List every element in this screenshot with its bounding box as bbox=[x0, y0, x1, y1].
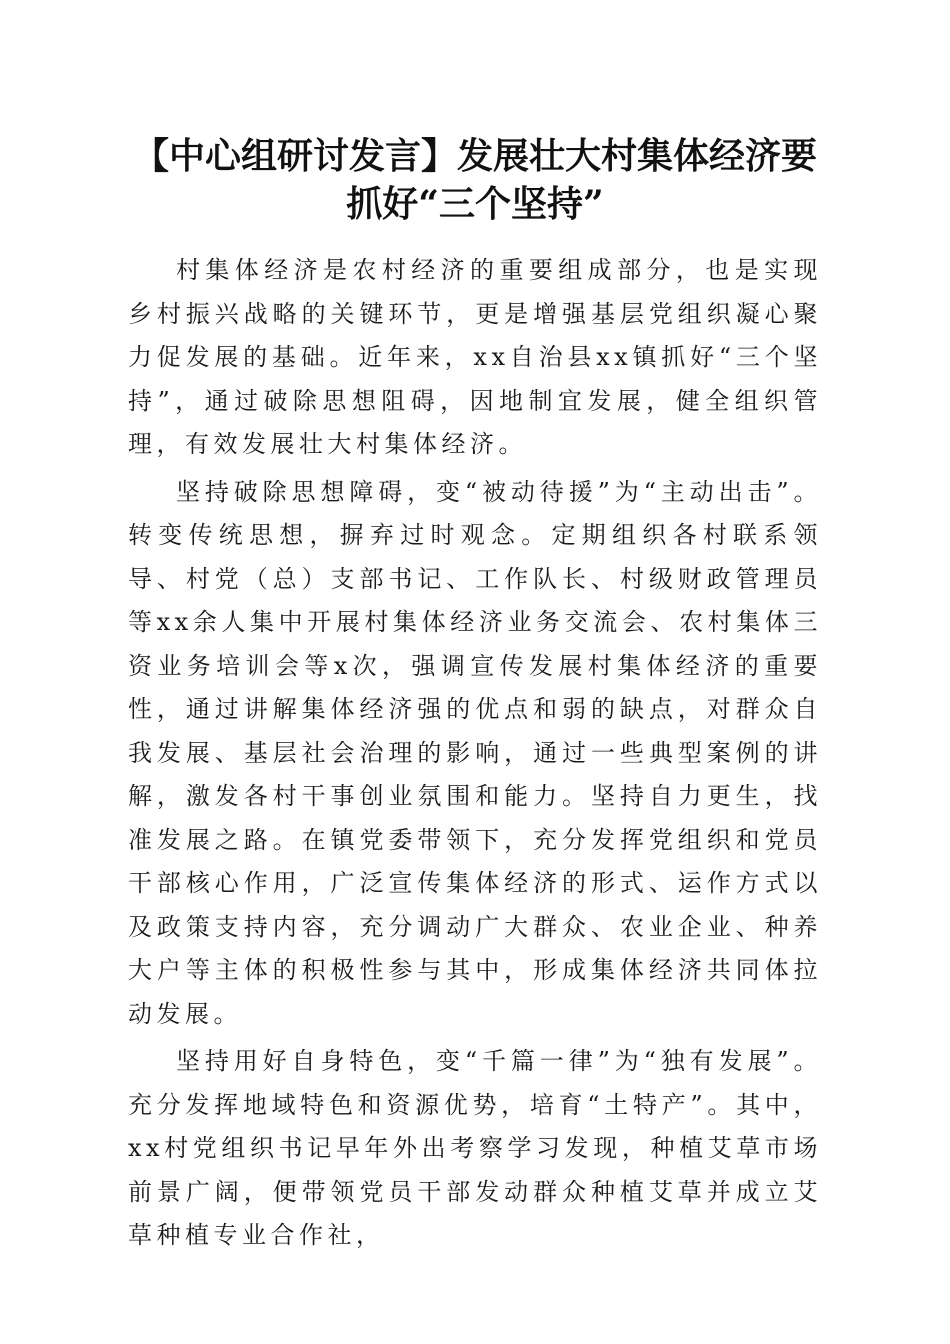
paragraph-intro: 村集体经济是农村经济的重要组成部分，也是实现乡村振兴战略的关键环节，更是增强基层党组织凝心聚力促发展的基础。近年来，xx自治县xx镇抓好“三个坚持”，通过破除思想阻碍，因地制宜发展，健全组织管理，有效发展壮大村集体经济。 bbox=[128, 256, 822, 458]
document-title: 【中心组研讨发言】发展壮大村集体经济要抓好“三个坚持” bbox=[132, 135, 817, 225]
document-body bbox=[128, 249, 822, 1262]
paragraph-use-local-features: 坚持用好自身特色，变“千篇一律”为“独有发展”。充分发挥地域特色和资源优势，培育“土特产”。其中，xx村党组织书记早年外出考察学习发现，种植艾草市场前景广阔，便带领党员干部发动群众种植艾草并成立艾草种植专业合作社， bbox=[128, 1047, 822, 1249]
paragraph-break-thinking-barriers: 坚持破除思想障碍，变“被动待援”为“主动出击”。转变传统思想，摒弃过时观念。定期组织各村联系领导、村党（总）支部书记、工作队长、村级财政管理员等xx余人集中开展村集体经济业务交流会、农村集体三资业务培训会等x次，强调宣传发展村集体经济的重要性，通过讲解集体经济强的优点和弱的缺点，对群众自我发展、基层社会治理的影响，通过一些典型案例的讲解，激发各村干事创业氛围和能力。坚持自力更生，找准发展之路。在镇党委带领下，充分发挥党组织和党员干部核心作用，广泛宣传集体经济的形式、运作方式以及政策支持内容，充分调动广大群众、农业企业、种养大户等主体的积极性参与其中，形成集体经济共同体拉动发展。 bbox=[128, 477, 822, 1028]
